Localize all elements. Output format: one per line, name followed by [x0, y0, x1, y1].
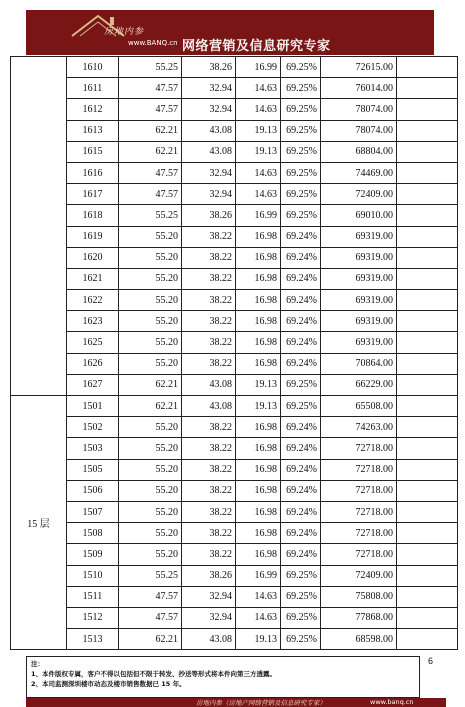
area-cell: 55.25: [119, 565, 182, 586]
banner-title: 网络营销及信息研究专家: [182, 39, 331, 54]
room-number-cell: 1623: [67, 311, 119, 332]
shared-area-cell: 16.98: [236, 523, 281, 544]
table-row: [11, 162, 458, 183]
header-banner: [26, 10, 434, 55]
blank-cell: [397, 544, 458, 565]
unit-price-cell: 72615.00: [321, 57, 397, 78]
blank-cell: [397, 268, 458, 289]
efficiency-cell: 69.24%: [281, 459, 321, 480]
efficiency-cell: 69.24%: [281, 332, 321, 353]
table-row: [11, 480, 458, 501]
room-number-cell: 1619: [67, 226, 119, 247]
note-item-1: 1、本件版权专属，客户不得以包括但不限于转发、抄送等形式将本件向第三方透露。: [31, 670, 277, 678]
table-row: [11, 78, 458, 99]
area-cell: 55.20: [119, 332, 182, 353]
blank-cell: [397, 438, 458, 459]
shared-area-cell: 16.98: [236, 332, 281, 353]
shared-area-cell: 16.98: [236, 544, 281, 565]
inner-area-cell: 32.94: [182, 99, 236, 120]
page-number: 6: [428, 656, 434, 666]
room-number-cell: 1503: [67, 438, 119, 459]
unit-price-cell: 77868.00: [321, 607, 397, 628]
efficiency-cell: 69.25%: [281, 120, 321, 141]
efficiency-cell: 69.24%: [281, 501, 321, 522]
shared-area-cell: 14.63: [236, 78, 281, 99]
blank-cell: [397, 226, 458, 247]
table-row: [11, 57, 458, 78]
shared-area-cell: 19.13: [236, 120, 281, 141]
room-number-cell: 1626: [67, 353, 119, 374]
table-row: [11, 607, 458, 628]
table-row: [11, 290, 458, 311]
unit-price-cell: 75808.00: [321, 586, 397, 607]
shared-area-cell: 16.98: [236, 438, 281, 459]
shared-area-cell: 16.98: [236, 417, 281, 438]
room-number-cell: 1502: [67, 417, 119, 438]
inner-area-cell: 43.08: [182, 396, 236, 417]
unit-price-cell: 72718.00: [321, 501, 397, 522]
shared-area-cell: 14.63: [236, 184, 281, 205]
blank-cell: [397, 162, 458, 183]
area-cell: 55.20: [119, 290, 182, 311]
unit-price-table: [10, 56, 458, 650]
blank-cell: [397, 184, 458, 205]
room-number-cell: 1627: [67, 374, 119, 395]
efficiency-cell: 69.25%: [281, 607, 321, 628]
efficiency-cell: 69.25%: [281, 374, 321, 395]
inner-area-cell: 32.94: [182, 78, 236, 99]
area-cell: 55.20: [119, 226, 182, 247]
inner-area-cell: 38.26: [182, 565, 236, 586]
unit-price-cell: 69319.00: [321, 247, 397, 268]
inner-area-cell: 38.22: [182, 523, 236, 544]
shared-area-cell: 16.98: [236, 459, 281, 480]
room-number-cell: 1622: [67, 290, 119, 311]
blank-cell: [397, 311, 458, 332]
footer-bar: [26, 698, 446, 707]
blank-cell: [397, 332, 458, 353]
shared-area-cell: 16.98: [236, 311, 281, 332]
unit-price-cell: 69319.00: [321, 226, 397, 247]
efficiency-cell: 69.24%: [281, 438, 321, 459]
room-number-cell: 1618: [67, 205, 119, 226]
table-row: [11, 629, 458, 650]
area-cell: 55.20: [119, 523, 182, 544]
area-cell: 47.57: [119, 162, 182, 183]
blank-cell: [397, 396, 458, 417]
inner-area-cell: 43.08: [182, 374, 236, 395]
inner-area-cell: 38.22: [182, 480, 236, 501]
unit-price-cell: 72718.00: [321, 438, 397, 459]
efficiency-cell: 69.24%: [281, 247, 321, 268]
room-number-cell: 1610: [67, 57, 119, 78]
room-number-cell: 1625: [67, 332, 119, 353]
unit-price-cell: 74263.00: [321, 417, 397, 438]
area-cell: 62.21: [119, 374, 182, 395]
inner-area-cell: 38.22: [182, 417, 236, 438]
table-row: [11, 332, 458, 353]
inner-area-cell: 43.08: [182, 629, 236, 650]
efficiency-cell: 69.24%: [281, 268, 321, 289]
inner-area-cell: 38.22: [182, 247, 236, 268]
table-row: [11, 141, 458, 162]
efficiency-cell: 69.24%: [281, 544, 321, 565]
unit-price-cell: 69319.00: [321, 332, 397, 353]
shared-area-cell: 19.13: [236, 629, 281, 650]
area-cell: 55.20: [119, 268, 182, 289]
table-row: [11, 184, 458, 205]
inner-area-cell: 38.22: [182, 290, 236, 311]
efficiency-cell: 69.24%: [281, 417, 321, 438]
room-number-cell: 1509: [67, 544, 119, 565]
inner-area-cell: 38.22: [182, 268, 236, 289]
unit-price-cell: 72409.00: [321, 184, 397, 205]
blank-cell: [397, 247, 458, 268]
area-cell: 55.20: [119, 544, 182, 565]
efficiency-cell: 69.25%: [281, 141, 321, 162]
inner-area-cell: 38.22: [182, 501, 236, 522]
room-number-cell: 1611: [67, 78, 119, 99]
efficiency-cell: 69.25%: [281, 57, 321, 78]
area-cell: 47.57: [119, 586, 182, 607]
table-row: [11, 501, 458, 522]
shared-area-cell: 16.99: [236, 57, 281, 78]
table-row: [11, 205, 458, 226]
efficiency-cell: 69.24%: [281, 523, 321, 544]
room-number-cell: 1506: [67, 480, 119, 501]
blank-cell: [397, 417, 458, 438]
area-cell: 55.20: [119, 417, 182, 438]
blank-cell: [397, 459, 458, 480]
unit-price-cell: 68804.00: [321, 141, 397, 162]
shared-area-cell: 16.98: [236, 290, 281, 311]
footer-url: www.banq.cn: [370, 698, 414, 706]
inner-area-cell: 38.26: [182, 57, 236, 78]
shared-area-cell: 14.63: [236, 162, 281, 183]
blank-cell: [397, 57, 458, 78]
unit-price-cell: 69319.00: [321, 311, 397, 332]
efficiency-cell: 69.25%: [281, 99, 321, 120]
area-cell: 47.57: [119, 99, 182, 120]
area-cell: 62.21: [119, 396, 182, 417]
efficiency-cell: 69.25%: [281, 78, 321, 99]
shared-area-cell: 19.13: [236, 141, 281, 162]
efficiency-cell: 69.25%: [281, 565, 321, 586]
shared-area-cell: 16.99: [236, 205, 281, 226]
blank-cell: [397, 141, 458, 162]
unit-price-cell: 72718.00: [321, 523, 397, 544]
shared-area-cell: 16.98: [236, 501, 281, 522]
unit-price-cell: 72409.00: [321, 565, 397, 586]
table-row: [11, 523, 458, 544]
efficiency-cell: 69.24%: [281, 311, 321, 332]
table-body: [11, 57, 458, 650]
inner-area-cell: 38.22: [182, 311, 236, 332]
shared-area-cell: 16.98: [236, 268, 281, 289]
table-row: [11, 438, 458, 459]
unit-price-cell: 65508.00: [321, 396, 397, 417]
area-cell: 62.21: [119, 120, 182, 141]
room-number-cell: 1621: [67, 268, 119, 289]
unit-price-cell: 72718.00: [321, 480, 397, 501]
inner-area-cell: 38.22: [182, 438, 236, 459]
area-cell: 55.20: [119, 501, 182, 522]
room-number-cell: 1616: [67, 162, 119, 183]
blank-cell: [397, 480, 458, 501]
area-cell: 55.20: [119, 311, 182, 332]
blank-cell: [397, 523, 458, 544]
table-row: [11, 417, 458, 438]
table-row: [11, 120, 458, 141]
table-row: [11, 544, 458, 565]
unit-price-cell: 78074.00: [321, 120, 397, 141]
room-number-cell: 1512: [67, 607, 119, 628]
inner-area-cell: 43.08: [182, 141, 236, 162]
room-number-cell: 1505: [67, 459, 119, 480]
efficiency-cell: 69.25%: [281, 162, 321, 183]
inner-area-cell: 32.94: [182, 586, 236, 607]
room-number-cell: 1508: [67, 523, 119, 544]
table-row: [11, 99, 458, 120]
inner-area-cell: 38.22: [182, 459, 236, 480]
inner-area-cell: 38.26: [182, 205, 236, 226]
unit-price-cell: 68598.00: [321, 629, 397, 650]
table-row: [11, 247, 458, 268]
room-number-cell: 1620: [67, 247, 119, 268]
blank-cell: [397, 374, 458, 395]
room-number-cell: 1501: [67, 396, 119, 417]
area-cell: 55.25: [119, 57, 182, 78]
unit-price-cell: 66229.00: [321, 374, 397, 395]
shared-area-cell: 16.98: [236, 353, 281, 374]
efficiency-cell: 69.25%: [281, 586, 321, 607]
efficiency-cell: 69.25%: [281, 396, 321, 417]
efficiency-cell: 69.24%: [281, 226, 321, 247]
shared-area-cell: 14.63: [236, 586, 281, 607]
table-row: [11, 311, 458, 332]
blank-cell: [397, 353, 458, 374]
inner-area-cell: 38.22: [182, 332, 236, 353]
unit-price-cell: 69319.00: [321, 290, 397, 311]
area-cell: 55.20: [119, 438, 182, 459]
shared-area-cell: 14.63: [236, 99, 281, 120]
unit-price-cell: 69010.00: [321, 205, 397, 226]
shared-area-cell: 14.63: [236, 607, 281, 628]
table-row: [11, 565, 458, 586]
unit-price-cell: 72718.00: [321, 544, 397, 565]
area-cell: 55.20: [119, 353, 182, 374]
blank-cell: [397, 607, 458, 628]
unit-price-cell: 78074.00: [321, 99, 397, 120]
notes-box: [26, 656, 420, 698]
efficiency-cell: 69.25%: [281, 205, 321, 226]
room-number-cell: 1613: [67, 120, 119, 141]
unit-price-cell: 69319.00: [321, 268, 397, 289]
table-row: [11, 374, 458, 395]
footer-slogan: 房地内参（房地产网络营销及信息研究专家）: [196, 699, 326, 707]
efficiency-cell: 69.25%: [281, 184, 321, 205]
inner-area-cell: 38.22: [182, 353, 236, 374]
floor-cell: 15 层: [11, 396, 67, 650]
note-item-2: 2、本司监测深圳楼市动态及楼市销售数据已 15 年。: [31, 680, 186, 688]
blank-cell: [397, 120, 458, 141]
unit-price-cell: 72718.00: [321, 459, 397, 480]
table-row: [11, 586, 458, 607]
room-number-cell: 1511: [67, 586, 119, 607]
blank-cell: [397, 205, 458, 226]
floor-cell: [11, 57, 67, 396]
unit-price-cell: 76014.00: [321, 78, 397, 99]
table-row: [11, 226, 458, 247]
inner-area-cell: 32.94: [182, 162, 236, 183]
table-row: [11, 459, 458, 480]
inner-area-cell: 32.94: [182, 607, 236, 628]
inner-area-cell: 43.08: [182, 120, 236, 141]
room-number-cell: 1617: [67, 184, 119, 205]
blank-cell: [397, 78, 458, 99]
area-cell: 55.25: [119, 205, 182, 226]
shared-area-cell: 16.98: [236, 480, 281, 501]
room-number-cell: 1507: [67, 501, 119, 522]
blank-cell: [397, 501, 458, 522]
efficiency-cell: 69.24%: [281, 480, 321, 501]
area-cell: 55.20: [119, 247, 182, 268]
area-cell: 47.57: [119, 607, 182, 628]
shared-area-cell: 16.99: [236, 565, 281, 586]
unit-price-cell: 74469.00: [321, 162, 397, 183]
table-row: [11, 268, 458, 289]
inner-area-cell: 32.94: [182, 184, 236, 205]
inner-area-cell: 38.22: [182, 544, 236, 565]
area-cell: 47.57: [119, 184, 182, 205]
shared-area-cell: 19.13: [236, 374, 281, 395]
area-cell: 55.20: [119, 480, 182, 501]
area-cell: 47.57: [119, 78, 182, 99]
room-number-cell: 1612: [67, 99, 119, 120]
efficiency-cell: 69.24%: [281, 353, 321, 374]
room-number-cell: 1615: [67, 141, 119, 162]
notes-heading: 注：: [31, 660, 44, 668]
area-cell: 62.21: [119, 629, 182, 650]
room-number-cell: 1510: [67, 565, 119, 586]
logo-text: 房地内参: [104, 27, 145, 37]
room-number-cell: 1513: [67, 629, 119, 650]
blank-cell: [397, 586, 458, 607]
area-cell: 55.20: [119, 459, 182, 480]
inner-area-cell: 38.22: [182, 226, 236, 247]
blank-cell: [397, 629, 458, 650]
shared-area-cell: 16.98: [236, 226, 281, 247]
logo-url: www.BANQ.cn: [128, 39, 178, 47]
blank-cell: [397, 99, 458, 120]
blank-cell: [397, 290, 458, 311]
table-row: [11, 353, 458, 374]
table-row: [11, 396, 458, 417]
shared-area-cell: 19.13: [236, 396, 281, 417]
shared-area-cell: 16.98: [236, 247, 281, 268]
efficiency-cell: 69.25%: [281, 629, 321, 650]
blank-cell: [397, 565, 458, 586]
area-cell: 62.21: [119, 141, 182, 162]
unit-price-cell: 70864.00: [321, 353, 397, 374]
efficiency-cell: 69.24%: [281, 290, 321, 311]
